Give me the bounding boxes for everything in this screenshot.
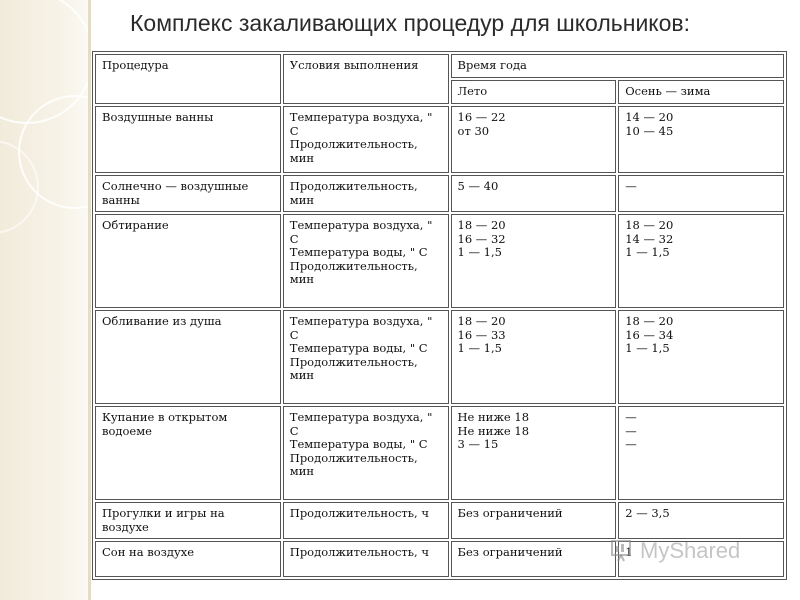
header-procedure: Процедура: [95, 54, 281, 104]
autumn-winter-cell: 1: [618, 541, 784, 577]
conditions-cell: Температура воздуха, " С Продолжительность, мин: [283, 106, 449, 173]
header-autumn-winter: Осень — зима: [618, 80, 784, 104]
autumn-winter-cell: —: [618, 175, 784, 212]
header-conditions: Условия выполнения: [283, 54, 449, 104]
table-row: [95, 106, 784, 173]
table-row: [95, 175, 784, 212]
procedure-cell: Купание в открытом водоеме: [95, 406, 281, 500]
side-panel-edge: [88, 0, 91, 600]
autumn-winter-cell: 18 — 20 16 — 34 1 — 1,5: [618, 310, 784, 404]
hardening-procedures-table: [92, 51, 787, 580]
procedure-cell: Сон на воздухе: [95, 541, 281, 577]
summer-cell: 18 — 20 16 — 33 1 — 1,5: [451, 310, 617, 404]
autumn-winter-cell: 14 — 20 10 — 45: [618, 106, 784, 173]
header-season: Время года: [451, 54, 784, 78]
table-header-row: [95, 54, 784, 78]
autumn-winter-cell: 18 — 20 14 — 32 1 — 1,5: [618, 214, 784, 308]
conditions-cell: Температура воздуха, " С Температура воды, " С Продолжительность, мин: [283, 214, 449, 308]
watermark-text: MyShared: [640, 538, 741, 563]
conditions-cell: Продолжительность, ч: [283, 541, 449, 577]
procedure-cell: Воздушные ванны: [95, 106, 281, 173]
autumn-winter-cell: — — —: [618, 406, 784, 500]
conditions-cell: Продолжительность, ч: [283, 502, 449, 539]
procedure-cell: Прогулки и игры на воздухе: [95, 502, 281, 539]
table-row: [95, 502, 784, 539]
summer-cell: 5 — 40: [451, 175, 617, 212]
header-summer: Лето: [451, 80, 617, 104]
summer-cell: 16 — 22 от 30: [451, 106, 617, 173]
table-row: [95, 214, 784, 308]
summer-cell: Без ограничений: [451, 541, 617, 577]
slide-title: Комплекс закаливающих процедур для школьников:: [130, 10, 691, 36]
table-row: [95, 310, 784, 404]
decorative-side-panel: [0, 0, 88, 600]
conditions-cell: Продолжительность, мин: [283, 175, 449, 212]
summer-cell: Без ограничений: [451, 502, 617, 539]
conditions-cell: Температура воздуха, " С Температура воды, " С Продолжительность, мин: [283, 406, 449, 500]
procedure-cell: Обтирание: [95, 214, 281, 308]
conditions-cell: Температура воздуха, " С Температура воды, " С Продолжительность, мин: [283, 310, 449, 404]
procedure-cell: Солнечно — воздушные ванны: [95, 175, 281, 212]
table-row: [95, 406, 784, 500]
table-row: [95, 541, 784, 577]
procedure-cell: Обливание из душа: [95, 310, 281, 404]
autumn-winter-cell: 2 — 3,5: [618, 502, 784, 539]
summer-cell: 18 — 20 16 — 32 1 — 1,5: [451, 214, 617, 308]
summer-cell: Не ниже 18 Не ниже 18 3 — 15: [451, 406, 617, 500]
